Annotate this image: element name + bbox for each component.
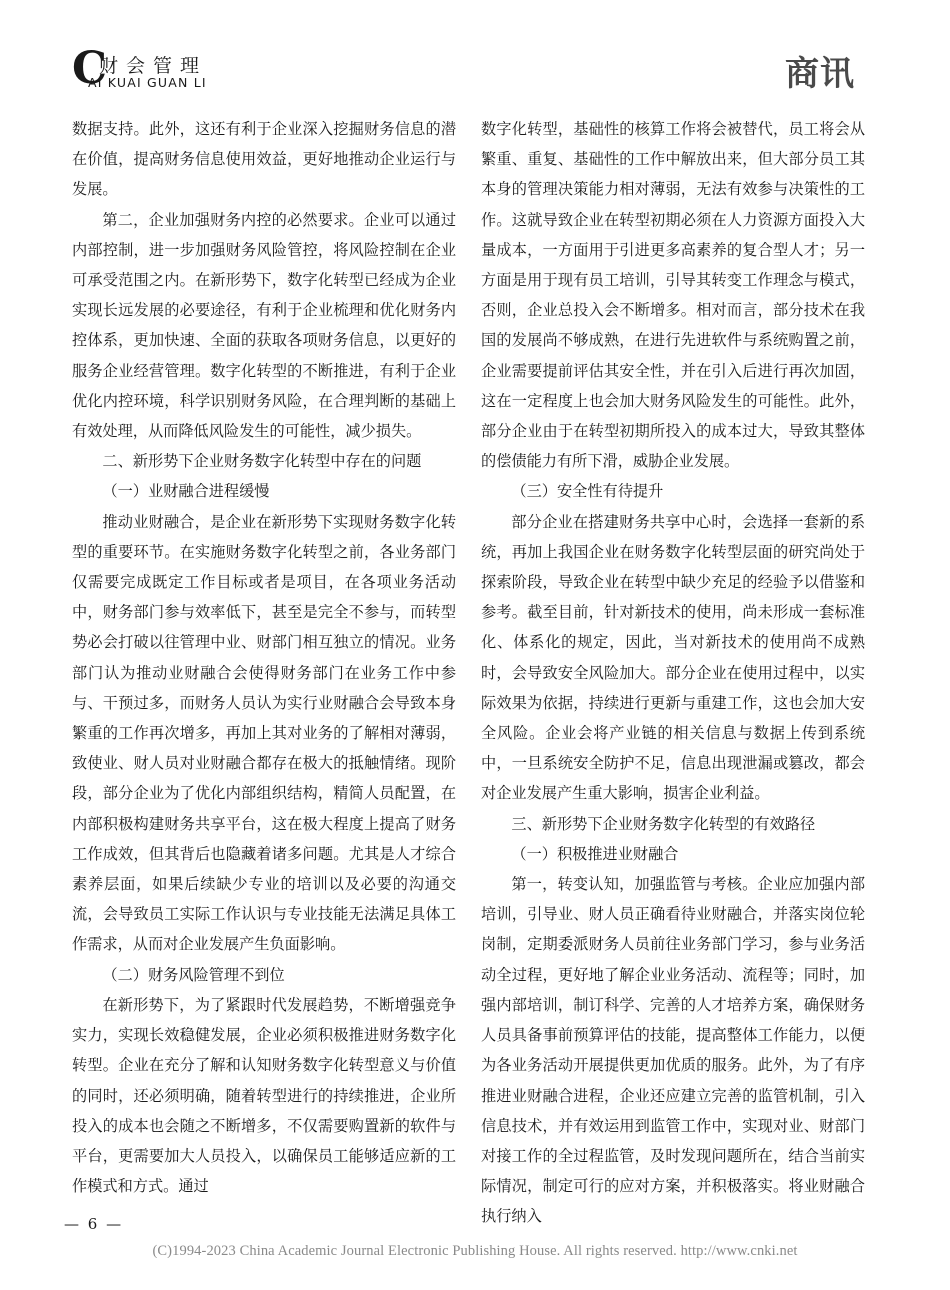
paragraph: 在新形势下，为了紧跟时代发展趋势，不断增强竞争实力，实现长效稳健发展，企业必须积极推进财务数字化转型。企业在充分了解和认知财务数字化转型意义与价值的同时，还必须明确，随着转型进行的持续推进，企业所投入的成本也会随之不断增多，不仅需要购置新的软件与平台，更需要加大人员投入，以确保员工能够适应新的工作模式和方式。通过 — [72, 995, 456, 1196]
left-column — [72, 114, 456, 1201]
page-header — [0, 0, 950, 100]
section-heading: （三）安全性有待提升 — [511, 482, 664, 501]
section-heading: （一）业财融合进程缓慢 — [102, 482, 270, 501]
journal-logo-letter: C — [72, 43, 108, 94]
section-heading: （一）积极推进业财融合 — [511, 844, 679, 863]
journal-pinyin: AI KUAI GUAN LI — [88, 75, 207, 90]
paragraph: 数字化转型，基础性的核算工作将会被替代，员工将会从繁重、重复、基础性的工作中解放出来，但大部分员工其本身的管理决策能力相对薄弱，无法有效参与决策性的工作。这就导致企业在转型初期必须在人力资源方面投入大量成本，一方面用于引进更多高素养的复合型人才；另一方面是用于现有员工培训，引导其转变工作理念与模式，否则，企业总投入会不断增多。相对而言，部分技术在我国的发展尚不够成熟，在进行先进软件与系统购置之前，企业需要提前评估其安全性，并在引入后进行再次加固，这在一定程度上也会加大财务风险发生的可能性。此外，部分企业由于在转型初期所投入的成本过大，导致其整体的偿债能力有所下滑，威胁企业发展。 — [481, 120, 865, 471]
paragraph: 数据支持。此外，这还有利于企业深入挖掘财务信息的潜在价值，提高财务信息使用效益，更好地推动企业运行与发展。 — [72, 120, 456, 199]
paragraph: 第一，转变认知，加强监管与考核。企业应加强内部培训，引导业、财人员正确看待业财融合，并落实岗位轮岗制，定期委派财务人员前往业务部门学习，参与业务活动全过程，更好地了解企业业务活动、流程等；同时，加强内部培训，制订科学、完善的人才培养方案，确保财务人员具备事前预算评估的技能，提高整体工作能力，以便为各业务活动开展提供更加优质的服务。此外，为了有序推进业财融合进程，企业还应建立完善的监管机制，引入信息技术，并有效运用到监管工作中，实现对业、财部门对接工作的全过程监管，及时发现问题所在，结合当前实际情况，制定可行的应对方案，并积极落实。将业财融合执行纳入 — [481, 875, 865, 1226]
section-heading: （二）财务风险管理不到位 — [102, 965, 285, 984]
right-column — [481, 114, 865, 1232]
section-heading: 三、新形势下企业财务数字化转型的有效路径 — [511, 814, 816, 833]
section-heading: 二、新形势下企业财务数字化转型中存在的问题 — [102, 452, 422, 471]
copyright-line: (C)1994-2023 China Academic Journal Electronic Publishing House. All rights reserved. http://www.cnki.net — [152, 1243, 798, 1259]
paragraph: 第二，企业加强财务内控的必然要求。企业可以通过内部控制，进一步加强财务风险管控，将风险控制在企业可承受范围之内。在新形势下，数字化转型已经成为企业实现长远发展的必要途径，有利于企业梳理和优化财务内控体系，更加快速、全面的获取各项财务信息，以更好的服务企业经营管理。数字化转型的不断推进，有利于企业优化内控环境，科学识别财务风险，在合理判断的基础上有效处理，从而降低风险发生的可能性，减少损失。 — [72, 210, 456, 441]
page-number: — 6 — — [64, 1215, 124, 1233]
section-brand: 商讯 — [785, 54, 855, 94]
journal-title: 财会管理 — [99, 55, 208, 77]
paragraph: 推动业财融合，是企业在新形势下实现财务数字化转型的重要环节。在实施财务数字化转型之前，各业务部门仅需要完成既定工作目标或者是项目，在各项业务活动中，财务部门参与效率低下，甚至是完全不参与，而转型势必会打破以往管理中业、财部门相互独立的情况。业务部门认为推动业财融合会使得财务部门在业务工作中参与、干预过多，而财务人员认为实行业财融合会导致本身繁重的工作再次增多，再加上其对业务的了解相对薄弱，致使业、财人员对业财融合都存在极大的抵触情绪。现阶段，部分企业为了优化内部组织结构，精简人员配置，在内部积极构建财务共享平台，这在极大程度上提高了财务工作成效，但其背后也隐藏着诸多问题。尤其是人才综合素养层面，如果后续缺少专业的培训以及必要的沟通交流，会导致员工实际工作认识与专业技能无法满足具体工作需求，从而对企业发展产生负面影响。 — [72, 512, 456, 954]
paragraph: 部分企业在搭建财务共享中心时，会选择一套新的系统，再加上我国企业在财务数字化转型层面的研究尚处于探索阶段，导致企业在转型中缺少充足的经验予以借鉴和参考。截至目前，针对新技术的使用，尚未形成一套标准化、体系化的规定，因此，当对新技术的使用尚不成熟时，会导致安全风险加大。部分企业在使用过程中，以实际效果为依据，持续进行更新与重建工作，这也会加大安全风险。企业会将产业链的相关信息与数据上传到系统中，一旦系统安全防护不足，信息出现泄漏或篡改，都会对企业发展产生重大影响，损害企业利益。 — [481, 512, 865, 803]
